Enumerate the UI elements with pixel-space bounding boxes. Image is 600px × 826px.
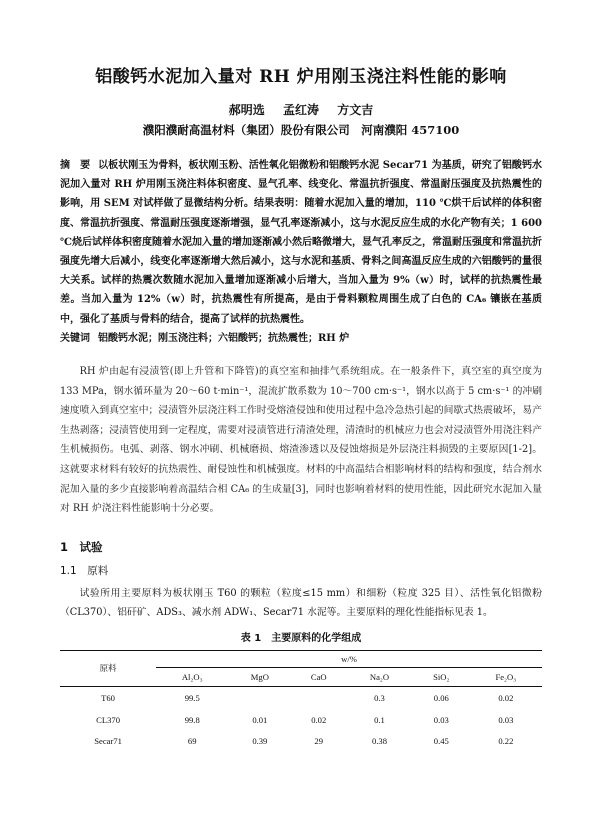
keywords-text: 铝酸钙水泥；刚玉浇注料；六铝酸钙；抗热震性；RH 炉 bbox=[98, 332, 350, 344]
subsection-heading: 1.1 原料 bbox=[60, 564, 109, 577]
paper-title: 铝酸钙水泥加入量对 RH 炉用刚玉浇注料性能的影响 bbox=[95, 67, 507, 87]
table-caption: 表 1 主要原料的化学组成 bbox=[240, 632, 362, 644]
keywords bbox=[60, 329, 542, 348]
table-cell: 0.03 bbox=[433, 714, 449, 725]
table-header-cell: MgO bbox=[228, 667, 291, 686]
table-row bbox=[60, 731, 542, 751]
table-header-cell: Na₂O bbox=[346, 667, 413, 686]
section-heading: 1 试验 bbox=[60, 539, 103, 554]
table-cell: 0.03 bbox=[498, 714, 514, 725]
table-cell: 0.45 bbox=[433, 735, 449, 746]
table-cell: 0.06 bbox=[433, 692, 449, 703]
paper-page bbox=[0, 62, 600, 826]
author-name: 郝明选 bbox=[228, 103, 265, 117]
raw-materials-paragraph: 试验所用主要原料为板状刚玉 T60 的颗粒（粒度≤15 mm）和细粉（粒度 325 目）、活性氧化铝微粉（CL370）、铝矸矿、ADS₃、减水剂 ADW₁、Secar71 水泥等。主要原料的理化性能指标见表 1。 bbox=[60, 587, 542, 619]
table-header-cell: Al₂O₃ bbox=[156, 667, 228, 686]
table-row bbox=[60, 686, 542, 709]
author-name: 方文吉 bbox=[337, 103, 374, 117]
table-cell: T60 bbox=[101, 692, 115, 703]
table-cell bbox=[291, 686, 346, 709]
table-cell: 0.38 bbox=[371, 735, 387, 746]
table-cell: CL370 bbox=[96, 714, 120, 725]
table-cell: 99.8 bbox=[184, 714, 200, 725]
composition-table bbox=[60, 650, 542, 751]
table-cell: 0.3 bbox=[374, 692, 385, 703]
table-cell: 99.5 bbox=[184, 692, 200, 703]
table-cell: 0.1 bbox=[374, 714, 385, 725]
table-cell: 0.22 bbox=[498, 735, 514, 746]
table-row bbox=[60, 709, 542, 731]
table-header-cell: Fe₂O₃ bbox=[470, 667, 542, 686]
table-header-cell: SiO₂ bbox=[413, 667, 470, 686]
table-cell: 0.02 bbox=[311, 714, 327, 725]
table-cell: 0.01 bbox=[252, 714, 268, 725]
abstract bbox=[60, 156, 542, 329]
table-header-material: 原料 bbox=[60, 650, 156, 686]
table-header-cell: CaO bbox=[291, 667, 346, 686]
table-cell: 69 bbox=[187, 735, 197, 746]
affiliation: 濮阳濮耐高温材料（集团）股份有限公司 河南濮阳 457100 bbox=[142, 123, 460, 137]
table-cell: 0.39 bbox=[252, 735, 268, 746]
abstract-text: 以板状刚玉为骨料，板状刚玉粉、活性氧化铝微粉和铝酸钙水泥 Secar71 为基质，研究了铝酸钙水泥加入量对 RH 炉用刚玉浇注料体积密度、显气孔率、线变化、常温抗折强度、常温耐压强度及抗热震性的影响，用 SEM 对试样做了显微结构分析。结果表明：随着水泥加入量的增加，110 ℃烘干后试样的体积密度、常温抗折强度、常温耐压强度逐渐增强，显气孔率逐渐减小，这与水泥反应生成的水化产物有关；1 600 ℃烧后试样体积密度随着水泥加入量的增加逐渐减小然后略微增大，显气孔率反之，常温耐压强度和常温抗折强度先增大后减小，线变化率逐渐增大然后减小，这与水泥和基质、骨料之间高温反应生成的六铝酸钙的量很大关系。试样的热震次数随水泥加入量增加逐渐减小后增大，当加入量为 9%（w）时，试样的抗热震性最差。当加入量为 12%（w）时，抗热震性有所提高，是由于骨料颗粒周围生成了白色的 CA₆ 镶嵌在基质中，强化了基质与骨料的结合，提高了试样的抗热震性。 bbox=[60, 160, 542, 325]
table-unit: w/% bbox=[156, 650, 542, 667]
intro-paragraph: RH 炉由起有浸渍管(即上升管和下降管)的真空室和抽排气系统组成。在一般条件下，真空室的真空度为 133 MPa，钢水循环量为 20～60 t·min⁻¹，混流扩散系数为 10～700 cm·s⁻¹，钢水以高于 5 cm·s⁻¹ 的冲刷速度喷入到真空室中；浸渍管外层浇注料工作时受熔渣侵蚀和使用过程中急冷急热引起的间歇式热震破坏，易产生热剥落；浸渍管使用到一定程度，需要对浸渍管进行清渣处理，清渣时的机械应力也会对浸渍管外用浇注料产生机械损伤。电弧、剥落、钢水冲刷、机械磨损、熔渣渗透以及侵蚀熔损是外层浇注料损毁的主要原因[1-2]。这就要求材料有较好的抗热震性、耐侵蚀性和机械强度。材料的中高温结合相影响材料的结构和强度，结合剂水泥加入量的多少直接影响着高温结合相 CA₆ 的生成量[3]，同时也影响着材料的使用性能，因此研究水泥加入量对 RH 炉浇注料性能影响十分必要。 bbox=[60, 366, 542, 515]
table-cell: 29 bbox=[314, 735, 324, 746]
table-cell bbox=[228, 686, 291, 709]
keywords-label: 关键词 bbox=[60, 332, 90, 344]
abstract-label: 摘 要 bbox=[60, 160, 91, 171]
author-name: 孟红涛 bbox=[282, 103, 319, 117]
author-list bbox=[60, 101, 542, 118]
table-cell: Secar71 bbox=[94, 735, 122, 746]
table-cell: 0.02 bbox=[498, 692, 514, 703]
